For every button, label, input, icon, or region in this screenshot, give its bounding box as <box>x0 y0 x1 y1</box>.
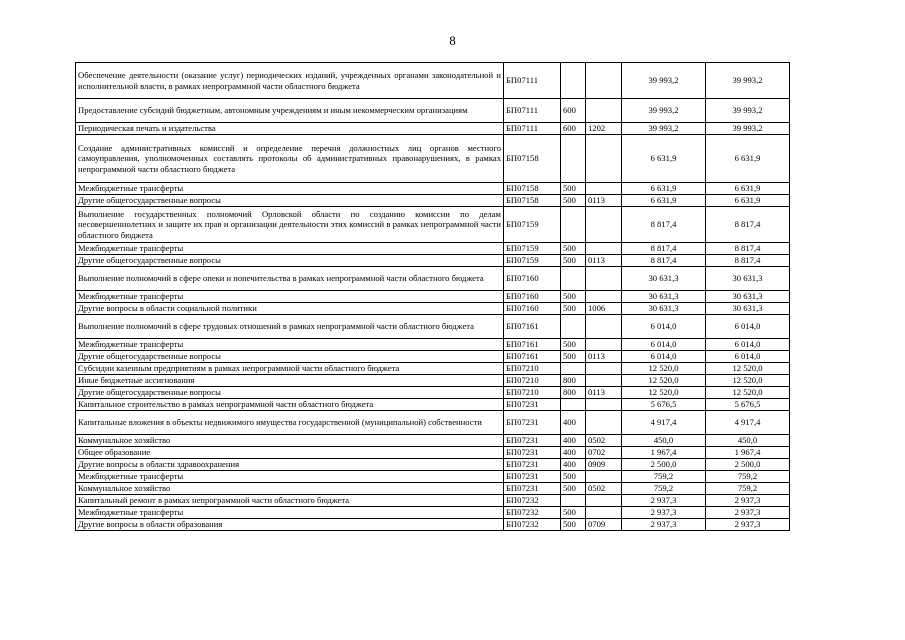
row-name: Межбюджетные трансферты <box>76 507 504 519</box>
row-target-code: БП07231 <box>504 459 561 471</box>
row-expense-type: 500 <box>561 291 586 303</box>
row-name: Межбюджетные трансферты <box>76 339 504 351</box>
table-row <box>76 483 790 495</box>
row-target-code: БП07210 <box>504 375 561 387</box>
row-name: Другие вопросы в области здравоохранения <box>76 459 504 471</box>
row-amount-1: 39 993,2 <box>622 63 706 99</box>
row-name: Межбюджетные трансферты <box>76 183 504 195</box>
table-row <box>76 495 790 507</box>
row-name: Другие вопросы в области социальной политики <box>76 303 504 315</box>
row-amount-1: 12 520,0 <box>622 387 706 399</box>
row-amount-2: 6 014,0 <box>706 351 790 363</box>
row-section-code <box>586 363 622 375</box>
row-section-code <box>586 411 622 435</box>
row-amount-2: 759,2 <box>706 483 790 495</box>
row-expense-type: 500 <box>561 339 586 351</box>
table-row <box>76 63 790 99</box>
row-expense-type: 500 <box>561 519 586 531</box>
row-target-code: БП07231 <box>504 435 561 447</box>
row-name: Капитальное строительство в рамках непрограммной части областного бюджета <box>76 399 504 411</box>
row-amount-2: 450,0 <box>706 435 790 447</box>
row-section-code: 0502 <box>586 435 622 447</box>
row-amount-1: 12 520,0 <box>622 363 706 375</box>
row-section-code <box>586 291 622 303</box>
row-target-code: БП07161 <box>504 339 561 351</box>
row-section-code: 0709 <box>586 519 622 531</box>
row-section-code <box>586 507 622 519</box>
row-expense-type: 500 <box>561 471 586 483</box>
row-section-code <box>586 267 622 291</box>
table-row <box>76 387 790 399</box>
table-row <box>76 267 790 291</box>
table-row <box>76 399 790 411</box>
row-expense-type: 600 <box>561 123 586 135</box>
row-expense-type: 800 <box>561 375 586 387</box>
row-target-code: БП07111 <box>504 99 561 123</box>
row-target-code: БП07231 <box>504 471 561 483</box>
row-amount-2: 39 993,2 <box>706 123 790 135</box>
row-expense-type: 500 <box>561 183 586 195</box>
table-row <box>76 303 790 315</box>
row-amount-2: 30 631,3 <box>706 291 790 303</box>
row-target-code: БП07232 <box>504 519 561 531</box>
row-amount-1: 6 014,0 <box>622 351 706 363</box>
row-amount-1: 450,0 <box>622 435 706 447</box>
row-name: Выполнение государственных полномочий Орловской области по созданию комиссии по делам несовершеннолетних и защите их прав и организации деятельности этих комиссий в рамках непрограммной части областного бюджета <box>76 207 504 243</box>
row-target-code: БП07158 <box>504 135 561 183</box>
row-target-code: БП07161 <box>504 315 561 339</box>
row-expense-type: 500 <box>561 483 586 495</box>
row-section-code <box>586 207 622 243</box>
row-target-code: БП07231 <box>504 399 561 411</box>
row-name: Другие общегосударственные вопросы <box>76 351 504 363</box>
row-amount-1: 1 967,4 <box>622 447 706 459</box>
row-section-code: 0502 <box>586 483 622 495</box>
row-expense-type <box>561 495 586 507</box>
table-row <box>76 351 790 363</box>
row-section-code <box>586 99 622 123</box>
row-amount-1: 2 937,3 <box>622 507 706 519</box>
row-amount-1: 30 631,3 <box>622 303 706 315</box>
row-expense-type <box>561 363 586 375</box>
row-name: Периодическая печать и издательства <box>76 123 504 135</box>
row-expense-type: 500 <box>561 255 586 267</box>
row-amount-2: 8 817,4 <box>706 243 790 255</box>
row-amount-1: 8 817,4 <box>622 207 706 243</box>
row-target-code: БП07210 <box>504 387 561 399</box>
row-amount-2: 2 500,0 <box>706 459 790 471</box>
row-amount-1: 6 631,9 <box>622 183 706 195</box>
row-name: Выполнение полномочий в сфере трудовых отношений в рамках непрограммной части областного бюджета <box>76 315 504 339</box>
row-expense-type <box>561 267 586 291</box>
table-row <box>76 411 790 435</box>
row-name: Межбюджетные трансферты <box>76 243 504 255</box>
row-expense-type: 800 <box>561 387 586 399</box>
row-section-code: 0113 <box>586 195 622 207</box>
row-expense-type: 400 <box>561 459 586 471</box>
row-amount-2: 4 917,4 <box>706 411 790 435</box>
row-name: Коммунальное хозяйство <box>76 435 504 447</box>
row-section-code: 0113 <box>586 351 622 363</box>
row-name: Межбюджетные трансферты <box>76 291 504 303</box>
row-section-code: 0702 <box>586 447 622 459</box>
row-amount-2: 6 014,0 <box>706 339 790 351</box>
row-name: Обеспечение деятельности (оказание услуг) периодических изданий, учрежденных органами законодательной и исполнительной власти, в рамках непрограммной части областного бюджета <box>76 63 504 99</box>
row-target-code: БП07160 <box>504 267 561 291</box>
row-section-code <box>586 183 622 195</box>
row-target-code: БП07231 <box>504 483 561 495</box>
row-expense-type <box>561 315 586 339</box>
table-row <box>76 255 790 267</box>
row-expense-type: 600 <box>561 99 586 123</box>
row-target-code: БП07161 <box>504 351 561 363</box>
row-amount-2: 8 817,4 <box>706 207 790 243</box>
page-number: 8 <box>449 33 456 48</box>
row-name: Капитальные вложения в объекты недвижимого имущества государственной (муниципальной) собственности <box>76 411 504 435</box>
row-name: Субсидии казенным предприятиям в рамках непрограммной части областного бюджета <box>76 363 504 375</box>
row-name: Предоставление субсидий бюджетным, автономным учреждениям и иным некоммерческим организациям <box>76 99 504 123</box>
row-expense-type: 500 <box>561 243 586 255</box>
row-section-code: 0909 <box>586 459 622 471</box>
row-target-code: БП07158 <box>504 195 561 207</box>
row-amount-2: 2 937,3 <box>706 519 790 531</box>
row-section-code: 1006 <box>586 303 622 315</box>
row-amount-2: 1 967,4 <box>706 447 790 459</box>
row-section-code <box>586 243 622 255</box>
row-section-code <box>586 495 622 507</box>
row-expense-type <box>561 207 586 243</box>
row-amount-2: 5 676,5 <box>706 399 790 411</box>
row-section-code <box>586 135 622 183</box>
row-amount-1: 6 631,9 <box>622 195 706 207</box>
table-row <box>76 195 790 207</box>
table-row <box>76 519 790 531</box>
row-amount-1: 39 993,2 <box>622 99 706 123</box>
row-expense-type <box>561 63 586 99</box>
row-amount-2: 39 993,2 <box>706 63 790 99</box>
table-row <box>76 339 790 351</box>
row-name: Коммунальное хозяйство <box>76 483 504 495</box>
table-row <box>76 375 790 387</box>
row-amount-2: 30 631,3 <box>706 267 790 291</box>
table-row <box>76 363 790 375</box>
row-amount-2: 2 937,3 <box>706 495 790 507</box>
table-row <box>76 99 790 123</box>
table-row <box>76 459 790 471</box>
row-amount-1: 30 631,3 <box>622 291 706 303</box>
row-amount-2: 12 520,0 <box>706 375 790 387</box>
row-expense-type: 500 <box>561 303 586 315</box>
row-expense-type: 500 <box>561 507 586 519</box>
table-row <box>76 123 790 135</box>
row-amount-2: 12 520,0 <box>706 387 790 399</box>
budget-table <box>75 62 790 531</box>
row-amount-2: 6 014,0 <box>706 315 790 339</box>
table-row <box>76 435 790 447</box>
row-section-code <box>586 339 622 351</box>
row-target-code: БП07231 <box>504 411 561 435</box>
row-section-code: 0113 <box>586 255 622 267</box>
row-target-code: БП07231 <box>504 447 561 459</box>
row-target-code: БП07111 <box>504 63 561 99</box>
row-expense-type: 400 <box>561 411 586 435</box>
table-row <box>76 183 790 195</box>
row-amount-2: 2 937,3 <box>706 507 790 519</box>
row-amount-1: 12 520,0 <box>622 375 706 387</box>
table-row <box>76 447 790 459</box>
row-section-code <box>586 471 622 483</box>
row-name: Выполнение полномочий в сфере опеки и попечительства в рамках непрограммной части областного бюджета <box>76 267 504 291</box>
row-name: Иные бюджетные ассигнования <box>76 375 504 387</box>
row-amount-2: 39 993,2 <box>706 99 790 123</box>
row-amount-1: 4 917,4 <box>622 411 706 435</box>
row-amount-2: 6 631,9 <box>706 195 790 207</box>
row-expense-type: 500 <box>561 195 586 207</box>
table-row <box>76 207 790 243</box>
row-expense-type: 400 <box>561 435 586 447</box>
row-name: Создание административных комиссий и определение перечня должностных лиц органов местного самоуправления, уполномоченных составлять протоколы об административных правонарушениях, в рамках непрограммной части областного бюджета <box>76 135 504 183</box>
row-target-code: БП07232 <box>504 507 561 519</box>
row-amount-2: 30 631,3 <box>706 303 790 315</box>
row-target-code: БП07160 <box>504 291 561 303</box>
budget-table-body <box>76 63 790 531</box>
row-amount-2: 6 631,9 <box>706 135 790 183</box>
row-amount-1: 2 937,3 <box>622 495 706 507</box>
row-expense-type <box>561 399 586 411</box>
row-section-code <box>586 315 622 339</box>
row-section-code <box>586 399 622 411</box>
row-amount-2: 6 631,9 <box>706 183 790 195</box>
row-amount-1: 759,2 <box>622 471 706 483</box>
row-amount-2: 12 520,0 <box>706 363 790 375</box>
row-expense-type <box>561 135 586 183</box>
row-amount-1: 2 937,3 <box>622 519 706 531</box>
row-target-code: БП07159 <box>504 207 561 243</box>
table-row <box>76 243 790 255</box>
row-amount-1: 8 817,4 <box>622 255 706 267</box>
table-row <box>76 507 790 519</box>
table-row <box>76 471 790 483</box>
row-amount-1: 6 014,0 <box>622 315 706 339</box>
row-target-code: БП07210 <box>504 363 561 375</box>
row-name: Капитальный ремонт в рамках непрограммной части областного бюджета <box>76 495 504 507</box>
row-name: Другие общегосударственные вопросы <box>76 387 504 399</box>
row-amount-1: 5 676,5 <box>622 399 706 411</box>
table-row <box>76 291 790 303</box>
row-target-code: БП07232 <box>504 495 561 507</box>
row-target-code: БП07111 <box>504 123 561 135</box>
row-name: Другие вопросы в области образования <box>76 519 504 531</box>
row-amount-1: 6 631,9 <box>622 135 706 183</box>
row-target-code: БП07159 <box>504 243 561 255</box>
row-amount-1: 8 817,4 <box>622 243 706 255</box>
row-name: Межбюджетные трансферты <box>76 471 504 483</box>
row-name: Другие общегосударственные вопросы <box>76 195 504 207</box>
row-target-code: БП07158 <box>504 183 561 195</box>
row-amount-1: 30 631,3 <box>622 267 706 291</box>
row-name: Другие общегосударственные вопросы <box>76 255 504 267</box>
table-row <box>76 135 790 183</box>
row-section-code <box>586 375 622 387</box>
row-target-code: БП07160 <box>504 303 561 315</box>
row-amount-1: 759,2 <box>622 483 706 495</box>
row-amount-2: 8 817,4 <box>706 255 790 267</box>
row-expense-type: 400 <box>561 447 586 459</box>
row-amount-1: 2 500,0 <box>622 459 706 471</box>
row-section-code <box>586 63 622 99</box>
row-target-code: БП07159 <box>504 255 561 267</box>
row-section-code: 0113 <box>586 387 622 399</box>
row-section-code: 1202 <box>586 123 622 135</box>
row-expense-type: 500 <box>561 351 586 363</box>
row-amount-1: 39 993,2 <box>622 123 706 135</box>
table-row <box>76 315 790 339</box>
row-amount-2: 759,2 <box>706 471 790 483</box>
row-amount-1: 6 014,0 <box>622 339 706 351</box>
row-name: Общее образование <box>76 447 504 459</box>
